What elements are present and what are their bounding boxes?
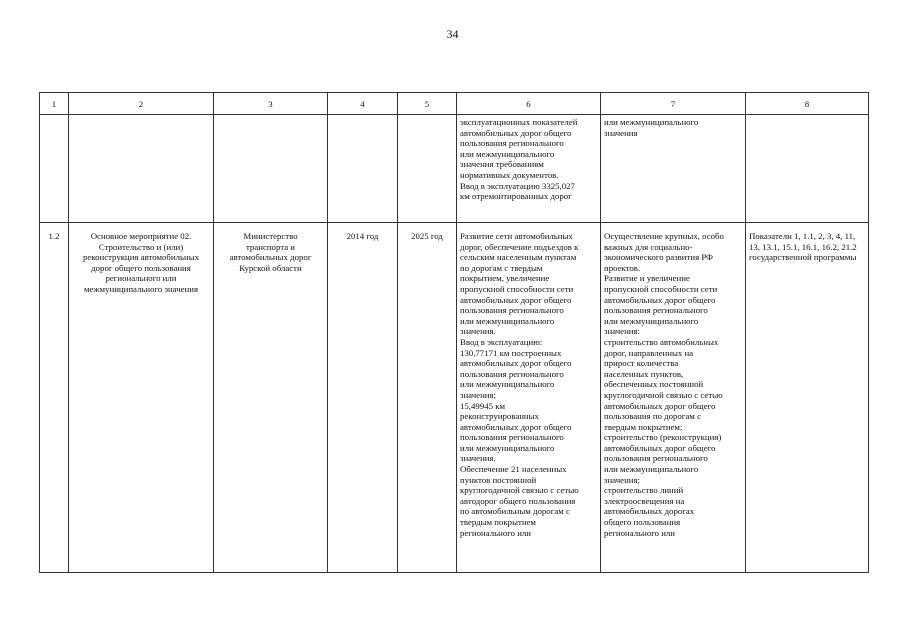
- header-cell-8: 8: [746, 93, 869, 115]
- main-cell-activity: Основное мероприятие 02. Строительство и (или) реконструкция автомобильных дорог общего пользования регионального или межмуниципального значения: [69, 223, 214, 573]
- header-cell-7: 7: [601, 93, 746, 115]
- header-cell-5: 5: [398, 93, 457, 115]
- page-number: 34: [446, 27, 459, 41]
- main-cell-end: 2025 год: [398, 223, 457, 573]
- header-cell-3: 3: [214, 93, 328, 115]
- main-cell-indicators: Показатели 1, 1.1, 2, 3, 4, 11, 13, 13.1, 15.1, 16.1, 16.2, 21.2 государственной программы: [746, 223, 869, 573]
- table-row-1-2: [40, 223, 869, 573]
- cont-cell-executor: [214, 115, 328, 223]
- main-cell-directions: Осуществление крупных, особо важных для социально- экономического развития РФ проектов. Развитие и увеличение пропускной способности сети автомобильных дорог общего пользования регионального или межмуниципального значения: строительство автомобильных дорог, направленных на прирост количества населенных пунктов, обеспеченных постоянной круглогодичной связью с сетью автомобильных дорог общего пользования по дорогам с твердым покрытием; строительство (реконструкция) автомобильных дорог общего пользования регионального или межмуниципального значения; строительство линий электроосвещения на автомобильных дорогах общего пользования регионального или: [601, 223, 746, 573]
- cont-cell-number: [40, 115, 69, 223]
- table-row-continuation: [40, 115, 869, 223]
- main-cell-executor: Министерство транспорта и автомобильных дорог Курской области: [214, 223, 328, 573]
- main-cell-result: Развитие сети автомобильных дорог, обеспечение подъездов к сельским населенным пунктам по дорогам с твердым покрытием, увеличение пропускной способности сети автомобильных дорог общего пользования регионального или межмуниципального значения. Ввод в эксплуатацию: 130,77171 км построенных автомобильных дорог общего пользования регионального или межмуниципального значения; 15,49945 км реконструированных автомобильных дорог общего пользования регионального или межмуниципального значения. Обеспечение 21 населенных пунктов постоянной круглогодичной связью с сетью автодорог общего пользования по автомобильным дорогам с твердым покрытием регионального или: [457, 223, 601, 573]
- cont-cell-indicators: [746, 115, 869, 223]
- header-cell-1: 1: [40, 93, 69, 115]
- cont-cell-start: [328, 115, 398, 223]
- main-cell-start: 2014 год: [328, 223, 398, 573]
- header-cell-2: 2: [69, 93, 214, 115]
- header-cell-6: 6: [457, 93, 601, 115]
- cont-cell-activity: [69, 115, 214, 223]
- cont-cell-end: [398, 115, 457, 223]
- main-cell-number: 1.2: [40, 223, 69, 573]
- cont-cell-directions: или межмуниципального значения: [601, 115, 746, 223]
- program-table: [39, 92, 869, 573]
- header-row: [40, 93, 869, 115]
- header-cell-4: 4: [328, 93, 398, 115]
- cont-cell-result: эксплуатационных показателей автомобильных дорог общего пользования регионального или межмуниципального значения требованиям нормативных документов. Ввод в эксплуатацию 3325,027 км отремонтированных дорог: [457, 115, 601, 223]
